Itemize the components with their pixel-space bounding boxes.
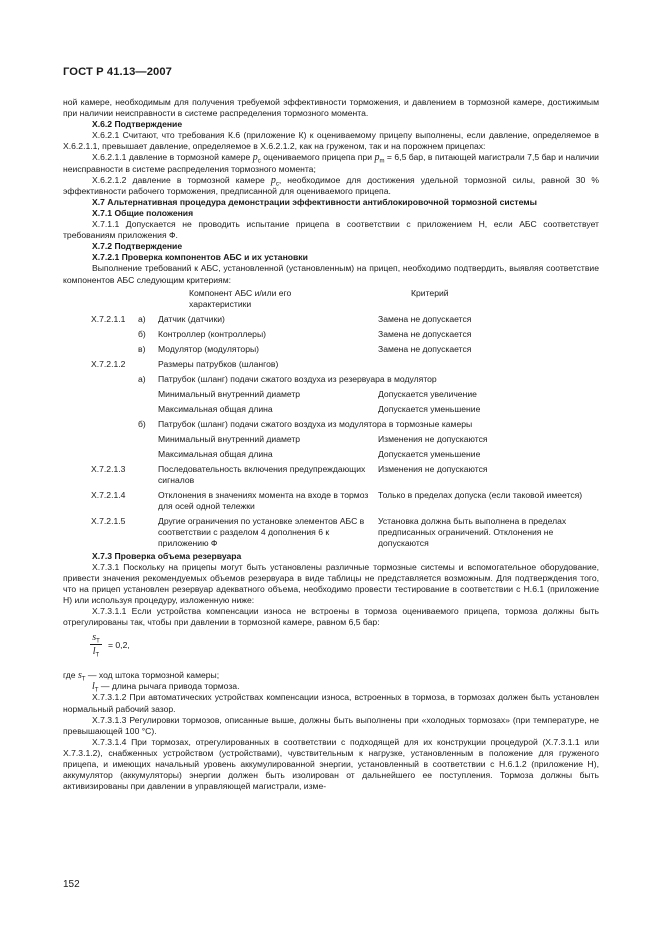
row-component: Патрубок (шланг) подачи сжатого воздуха из резервуара в модулятор <box>158 373 437 384</box>
row-component: Другие ограничения по установке элементов АБС в соответствии с разделом 4 дополнения 6 к приложению Ф <box>158 515 365 548</box>
table-row <box>63 372 599 387</box>
formula-rhs: = 0,2, <box>108 640 130 651</box>
formula-legend: где $s_Т$ — ход штока тормозной камеры; <box>63 670 220 683</box>
section-heading: Х.7.3 Проверка объема резервуара <box>92 550 242 561</box>
row-criterion: Изменения не допускаются <box>378 433 488 444</box>
row-criterion: Замена не допускается <box>378 328 472 339</box>
paragraph-with-math: Х.6.2.1.2 давление в тормозной камере $p_с$, необходимое для достижения удельной тормозной силы, равной 30 % эффективности рабочего торможения, предписанной для оцениваемого прицепа. <box>63 174 600 196</box>
paragraph: ной камере, необходимым для получения требуемой эффективности торможения, и давлением в тормозной камере, достижимым при наличии неисправности в системе распределения тормозного момента. <box>63 97 599 119</box>
row-component: Патрубок (шланг) подачи сжатого воздуха из модулятора в тормозные камеры <box>158 418 473 429</box>
paragraph: Х.6.2.1 Считают, что требования К.6 (приложение К) к оцениваемому прицепу выполнены, если давление, определяемое в Х.6.2.1.1, превышает давление, определяемое в Х.6.2.1.2, как на груженом, так и на порожнем прицепах: <box>63 130 599 152</box>
page-number: 152 <box>63 879 80 890</box>
table-row <box>63 342 599 357</box>
paragraph: Х.7.3.1.1 Если устройства компенсации износа не встроены в тормоза оцениваемого прицепа, тормоза должны быть отрегулированы так, чтобы при давлении в тормозной камере, равном 6,5 бар: <box>63 606 599 628</box>
row-criterion: Замена не допускается <box>378 313 472 324</box>
row-number: Х.7.2.1.2 <box>91 358 126 369</box>
row-component: Минимальный внутренний диаметр <box>158 433 301 444</box>
table-row <box>63 387 599 402</box>
section-heading: Х.7.1 Общие положения <box>92 207 194 218</box>
row-component: Последовательность включения предупреждающих сигналов <box>158 463 366 485</box>
row-number: Х.7.2.1.3 <box>91 463 126 474</box>
paragraph: Х.7.3.1.3 Регулировки тормозов, описанные выше, должны быть выполнены при «холодных тормозах» (при температуре, не превышающей 100 °С). <box>63 714 599 736</box>
table-row <box>63 488 599 514</box>
criteria-table-header <box>63 288 599 312</box>
row-letter: а) <box>138 313 146 324</box>
document-header: ГОСТ Р 41.13—2007 <box>63 66 172 78</box>
section-heading: Х.7 Альтернативная процедура демонстрации эффективности антиблокировочной тормозной системы <box>92 196 537 207</box>
row-letter: б) <box>138 418 146 429</box>
paragraph: Х.7.3.1 Поскольку на прицепы могут быть установлены различные тормозные системы и вспомогательное оборудование, привести значения рекомендуемых объемов резервуара в виде таблицы не представляется возможным. Для подтверждения того, что на прицеп установлен резервуар адекватного объема, необходимо провести тестирование в соответствии с Н.6.1 (приложение Н) или используя процедуру, изложенную ниже: <box>63 561 599 605</box>
formula <box>90 628 599 670</box>
row-number: Х.7.2.1.1 <box>91 313 126 324</box>
row-component: Минимальный внутренний диаметр <box>158 388 301 399</box>
table-row <box>63 432 599 447</box>
row-number: Х.7.2.1.4 <box>91 489 126 500</box>
row-component: Максимальная общая длина <box>158 403 273 414</box>
table-row <box>63 357 599 372</box>
paragraph: Х.7.1.1 Допускается не проводить испытание прицепа в соответствии с приложением Н, если АБС соответствует требованиям приложения Ф. <box>63 219 599 241</box>
row-component: Модулятор (модуляторы) <box>158 343 260 354</box>
table-column-header: Компонент АБС и/или его характеристики <box>189 287 292 309</box>
document-body <box>63 97 599 792</box>
table-row <box>63 447 599 462</box>
section-heading: Х.7.2.1 Проверка компонентов АБС и их установки <box>92 252 308 263</box>
table-row <box>63 327 599 342</box>
paragraph: Выполнение требований к АБС, установленной (установленным) на прицеп, необходимо подтвердить, выявляя соответствие компонентов АБС следующим критериям: <box>63 263 599 285</box>
row-letter: а) <box>138 373 146 384</box>
section-heading: Х.7.2 Подтверждение <box>92 241 183 252</box>
row-component: Датчик (датчики) <box>158 313 225 324</box>
row-criterion: Изменения не допускаются <box>378 463 488 474</box>
table-row <box>63 312 599 327</box>
formula-legend: $l_Т$ — длина рычага привода тормоза. <box>92 681 240 695</box>
paragraph-with-math: Х.6.2.1.1 давление в тормозной камере $p_с$ оцениваемого прицепа при $p_m = 6,5$ бар, в питающей магистрали 7,5 бар и наличии неисправности в системе распределения тормозного момента; <box>63 152 599 174</box>
row-criterion: Замена не допускается <box>378 343 472 354</box>
row-component: Размеры патрубков (шлангов) <box>158 358 279 369</box>
row-criterion: Допускается увеличение <box>378 388 477 399</box>
table-row <box>63 514 599 551</box>
row-letter: б) <box>138 328 146 339</box>
row-component: Отклонения в значениях момента на входе в тормоз для осей одной тележки <box>158 489 369 511</box>
paragraph: Х.7.3.1.2 При автоматических устройствах компенсации износа, встроенных в тормоза, в тормозах должен быть установлен нормальный рабочий зазор. <box>63 692 599 714</box>
section-heading: Х.6.2 Подтверждение <box>92 119 183 130</box>
table-row <box>63 462 599 488</box>
row-criterion: Допускается уменьшение <box>378 448 481 459</box>
row-letter: в) <box>138 343 146 354</box>
formula-fraction: $s_Т$ $l_Т$ <box>90 632 102 657</box>
row-criterion: Установка должна быть выполнена в пределах предписанных ограничений. Отклонения не допускаются <box>378 515 567 548</box>
table-column-header: Критерий <box>411 287 449 298</box>
row-criterion: Допускается уменьшение <box>378 403 481 414</box>
row-criterion: Только в пределах допуска (если таковой имеется) <box>378 489 583 500</box>
table-row <box>63 417 599 432</box>
paragraph: Х.7.3.1.4 При тормозах, отрегулированных в соответствии с подходящей для их конструкции процедурой (Х.7.3.1.1 или Х.7.3.1.2), снабженных устройством (устройствами), чувствительным к нагрузке, установленным в положение для груженого прицепа, и имеющих начальный уровень аккумулированной энергии, установленный в соответствии с Н.6.1.2 (приложение Н), аккумулятор (аккумуляторы) энергии должен быть изолирован от дальнейшего ее поступления. Тормоза должны быть активизированы при давлении в управляющей магистрали, изме- <box>63 736 599 792</box>
criteria-table <box>63 312 599 551</box>
row-component: Контроллер (контроллеры) <box>158 328 266 339</box>
row-number: Х.7.2.1.5 <box>91 515 126 526</box>
table-row <box>63 402 599 417</box>
row-component: Максимальная общая длина <box>158 448 273 459</box>
